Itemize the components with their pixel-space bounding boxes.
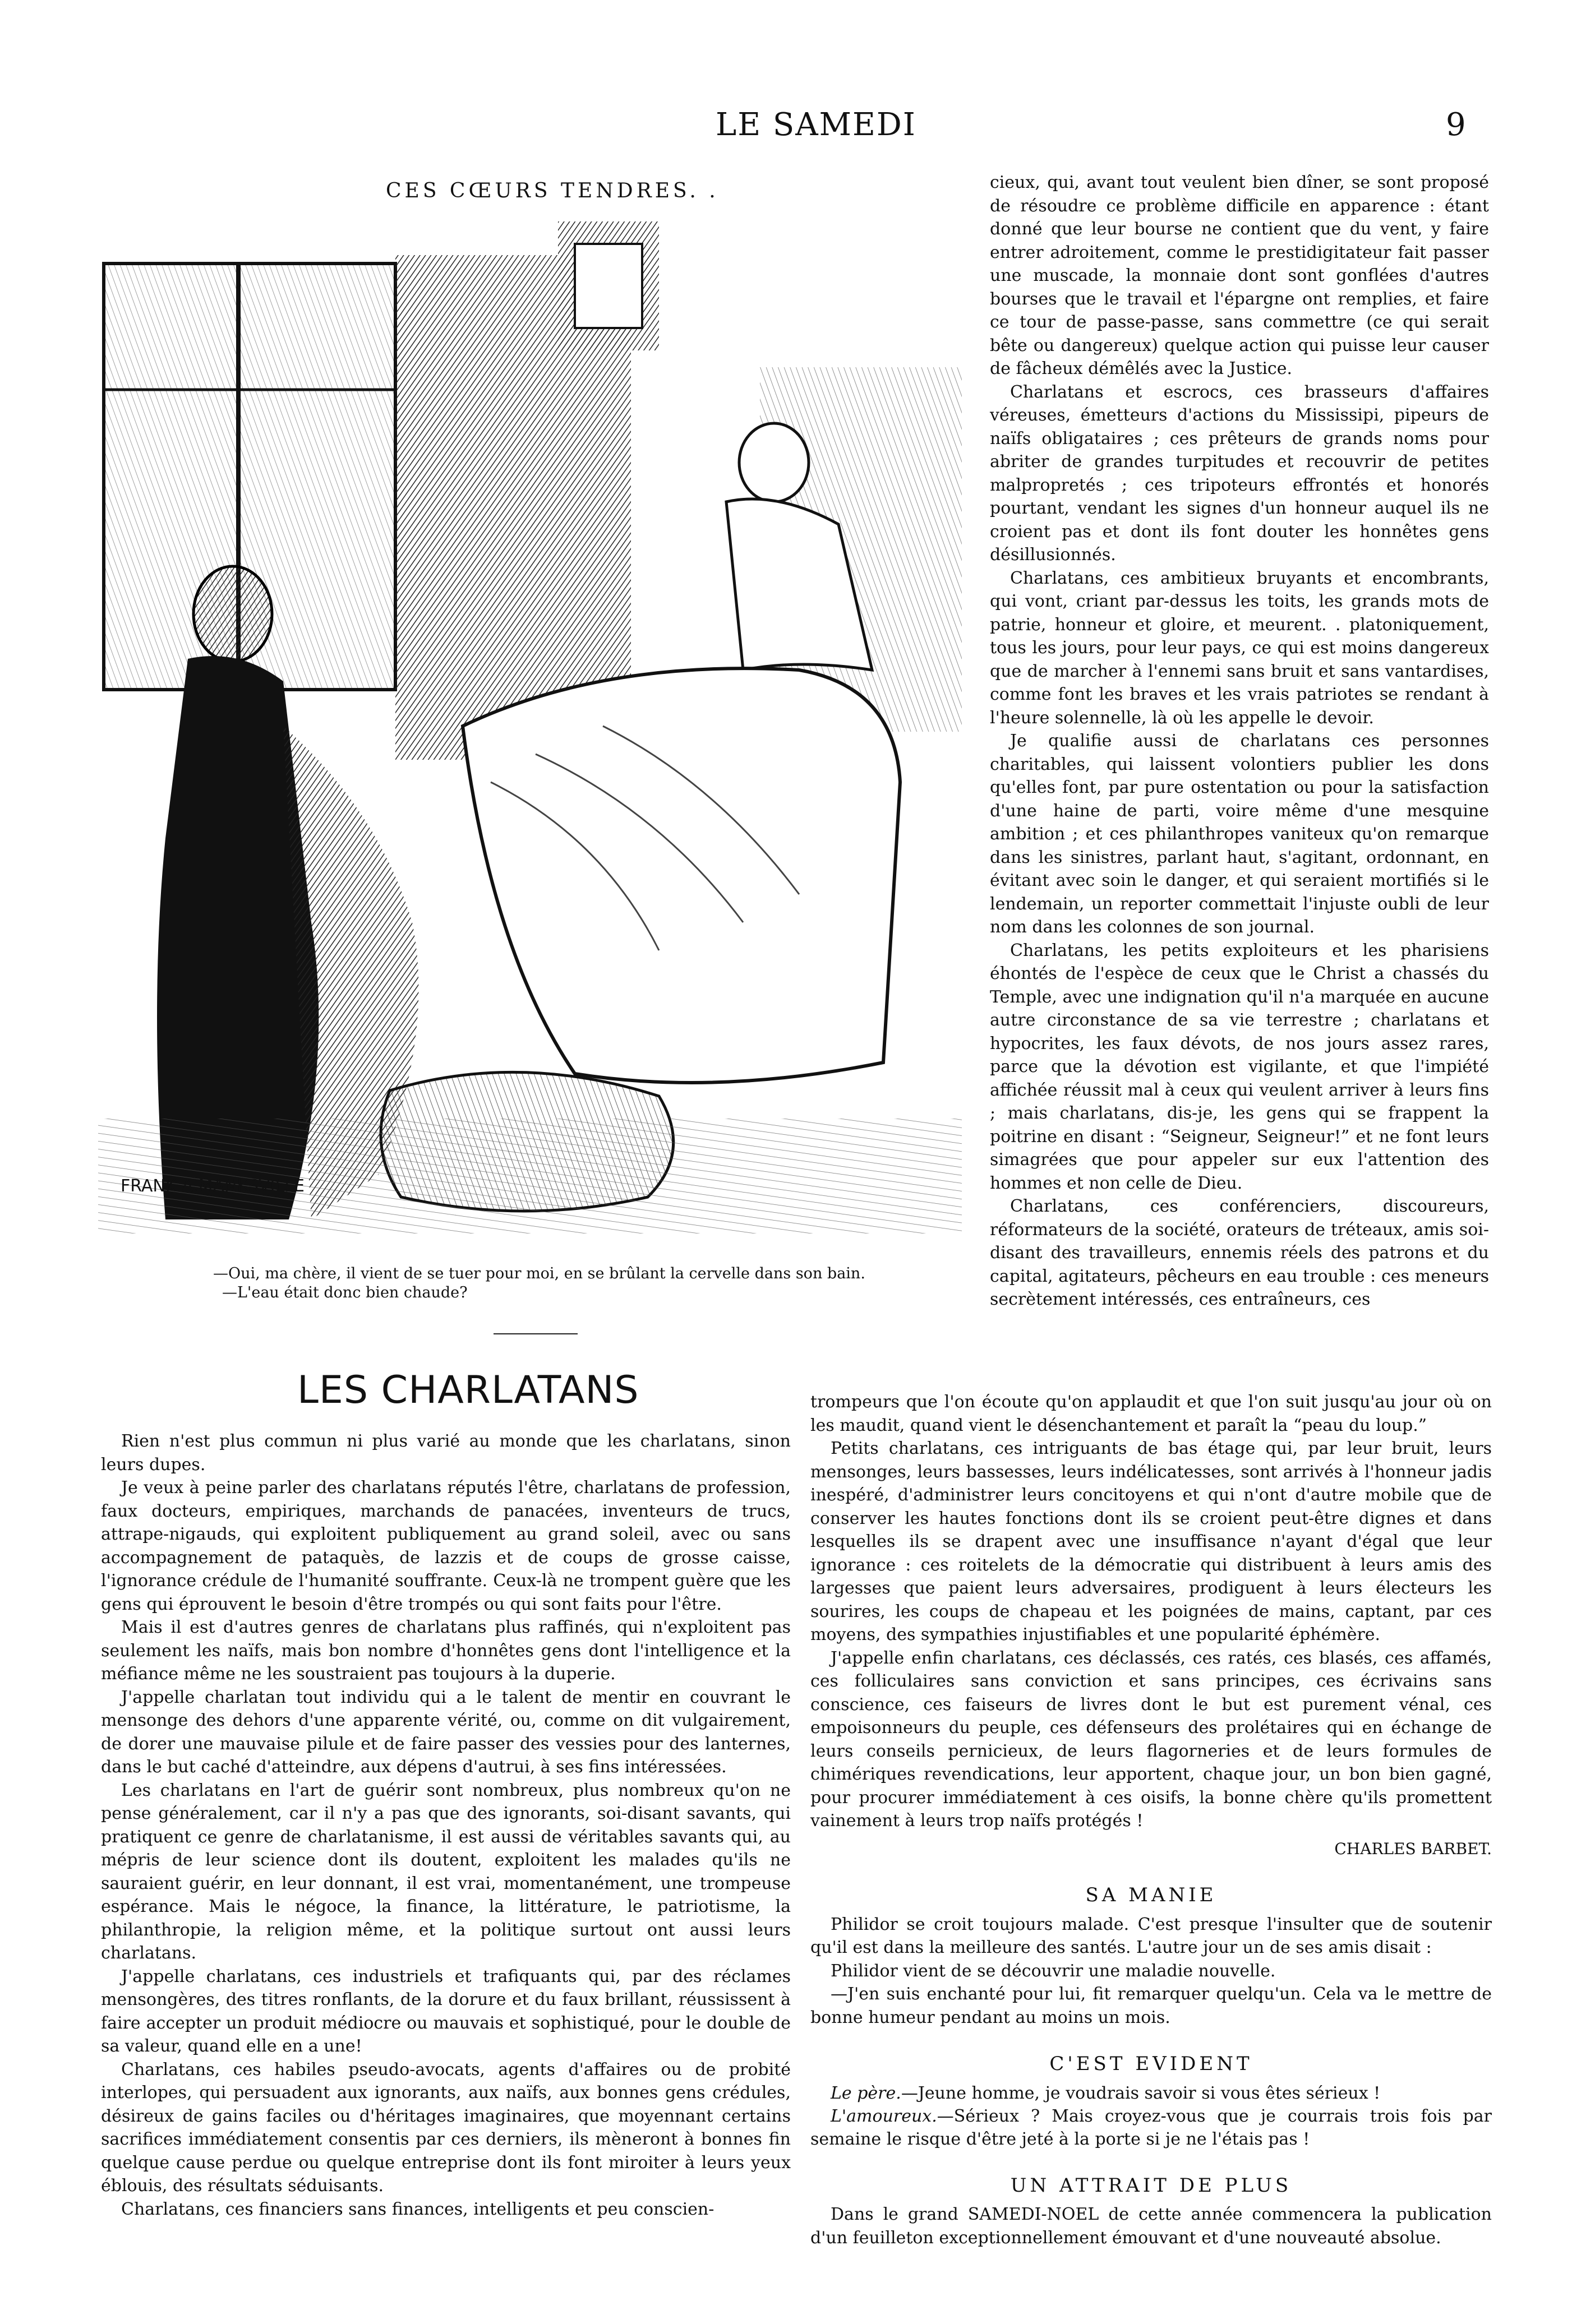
right-column (990, 171, 1489, 1311)
section-title: SA MANIE (1085, 1884, 1217, 1906)
portrait-frame (575, 244, 642, 328)
illustration-caption (213, 1264, 942, 1302)
paragraph: Philidor se croit toujours malade. C'est presque l'insulter que de soutenir qu'il est dans la meilleure des santés. L'autre jour un de ses amis disait : (810, 1914, 1492, 1957)
paragraph: Petits charlatans, ces intriguants de bas étage qui, par leur bruit, leurs mensonges, leurs bassesses, leurs indélicatesses, sont arrivés à l'honneur jadis inespéré, d'administrer leurs concitoyens et qui n'ont d'autre mobile que de conserver les hautes fonctions dont ils se croient peut-être dignes et dans lesquelles ils se drapent avec une insuffisance n'ayant d'égal que leur ignorance : ces roitelets de la démocratie qui distribuent à leurs amis des largesses que paient leurs adversaires, prodiguent à leurs électeurs les sourires, les coups de chapeau et les poignées de mains, captant, par ces moyens, des sympathies injustifiables et une popularité éphémère. (810, 1439, 1492, 1644)
paragraph: J'appelle charlatan tout individu qui a le talent de mentir en couvrant le mensonge des dehors d'une apparente vérité, ou, comme on dit vulgairement, de dorer une mauvaise pilule et de faire passer des vessies pour des lanternes, dans le but caché d'atteindre, aux dépens d'autrui, à ses fins intéressées. (101, 1687, 791, 1777)
right-lower-column (810, 1390, 1492, 2249)
artist-signature: FRANK A.MANKSVILLE (121, 1176, 305, 1196)
section-title: UN ATTRAIT DE PLUS (1010, 2174, 1292, 2197)
dialog-text: —Jeune homme, je voudrais savoir si vous êtes sérieux ! (901, 2083, 1381, 2103)
paragraph: Dans le grand SAMEDI-NOEL de cette année commencera la publication d'un feuilleton exceptionnellement émouvant et d'une nouveauté absolue. (810, 2205, 1492, 2248)
paragraph: J'appelle charlatans, ces industriels et trafiquants qui, par des réclames mensongères, des titres ronflants, de la dorure et du faux brillant, réussissent à faire accepter un produit médiocre ou mauvais et sophistiqué, pour le double de sa valeur, quand elle en a une! (101, 1966, 791, 2056)
dialog-line (810, 2082, 1492, 2105)
paragraph: Les charlatans en l'art de guérir sont nombreux, plus nombreux qu'on ne pense généralement, car il n'y a pas que des ignorants, soi-disant savants, qui pratiquent ce genre de charlatanisme, il est aussi de véritables savants qui, au mépris de leur science dont ils doutent, exploitent les malades qu'ils ne sauraient guérir, en leur donnant, il est vrai, momentanément, une trompeuse espérance. Mais le négoce, la finance, la littérature, le patriotisme, la philanthropie, la religion même, et la politique surtout ont aussi leurs charlatans. (101, 1780, 791, 1963)
illustration-title: CES CŒURS TENDRES. . (386, 179, 719, 202)
paragraph: cieux, qui, avant tout veulent bien dîner, se sont proposé de résoudre ce problème difficile en apparence : étant donné que leur bourse ne contient que du vent, y faire entrer adroitement, comme le prestidigitateur fait passer une muscade, la monnaie dont sont gonflées d'autres bourses que le travail et l'épargne ont remplies, et faire ce tour de passe-passe, sans commettre (ce qui serait bête ou dangereux) quelque action qui puisse leur causer de fâcheux démêlés avec la Justice. (990, 173, 1489, 378)
paragraph: Charlatans, ces habiles pseudo-avocats, agents d'affaires ou de probité interlopes, qui persuadent aux ignorants, aux naïfs, aux bonnes gens crédules, désireux de gains faciles ou d'héritages imaginaires, que moyennant certains sacrifices immédiatement consentis par ces derniers, ils mèneront à bonnes fin quelque cause perdue ou quelque entreprise dont ils font miroiter à leurs yeux éblouis, des résultats séduisants. (101, 2059, 791, 2196)
caption-line: —Oui, ma chère, il vient de se tuer pour moi, en se brûlant la cervelle dans son bain. (213, 1265, 865, 1282)
publication-title: LE SAMEDI (716, 107, 916, 143)
paragraph: Je veux à peine parler des charlatans réputés l'être, charlatans de profession, faux docteurs, empiriques, marchands de panacées, inventeurs de trucs, attrape-nigauds, qui exploitent publiquement au grand soleil, avec ou sans accompagnement de pataquès, de lazzis et de coups de grosse caisse, l'ignorance crédule de l'humanité souffrante. Ceux-là ne trompent guère que les gens qui éprouvent le besoin d'être trompés ou qui sont faits pour l'être. (101, 1478, 791, 1614)
paragraph: Je qualifie aussi de charlatans ces personnes charitables, qui laissent volontiers publier les dons qu'elles font, par pure ostentation ou pour la satisfaction d'une haine de parti, voire même d'une mesquine ambition ; et ces philanthropes vaniteux qu'on remarque dans les sinistres, parlant haut, s'agitant, ordonnant, en évitant avec soin le danger, et qui seraient mortifiés si le lendemain, un reporter commettait l'injuste oubli de leur nom dans les colonnes de son journal. (990, 731, 1489, 937)
article-headline: LES CHARLATANS (297, 1368, 639, 1412)
divider-rule (494, 1333, 578, 1334)
paragraph: Rien n'est plus commun ni plus varié au monde que les charlatans, sinon leurs dupes. (101, 1431, 791, 1475)
paragraph: Charlatans, les petits exploiteurs et les pharisiens éhontés de l'espèce de ceux que le Christ a chassés du Temple, avec une indignation qu'il n'a marquée en aucune autre circonstance de sa vie terrestre ; charlatans et hypocrites, les faux dévots, de nos jours assez rares, parce que la dévotion est vigilante, et que l'impiété affichée réussit mal à ceux qui veulent arriver à leurs fins ; mais charlatans, dis-je, les gens qui se frappent la poitrine en disant : “Seigneur, Seigneur!” et ne font leurs simagrées que pour appeler sur eux l'attention des hommes et non celle de Dieu. (990, 940, 1489, 1193)
dialog-line (810, 2105, 1492, 2151)
caption-line: —L'eau était donc bien chaude? (222, 1284, 468, 1301)
speaker-label: Le père. (831, 2083, 901, 2103)
paragraph: Charlatans et escrocs, ces brasseurs d'affaires véreuses, émetteurs d'actions du Mississipi, pipeurs de naïfs obligataires ; ces prêteurs de grands noms pour abriter de grandes turpitudes et recouvrir de petites malpropretés ; ces tripoteurs effrontés et honorés pourtant, vendant les signes d'un honneur auquel ils ne croient pas et dont ils font douter les honnêtes gens désillusionnés. (990, 382, 1489, 565)
section-title: C'EST EVIDENT (1049, 2053, 1253, 2075)
lady-head (193, 566, 272, 662)
paragraph: trompeurs que l'on écoute qu'on applaudit et que l'on suit jusqu'au jour où on les maudit, quand vient le désenchantement et paraît la “peau du loup.” (810, 1392, 1492, 1435)
paragraph: Mais il est d'autres genres de charlatans plus raffinés, qui n'exploitent pas seulement les naïfs, mais bon nombre d'honnêtes gens dont l'intelligence et la méfiance même ne les soustraient pas toujours à la duperie. (101, 1618, 791, 1684)
author-signature: CHARLES BARBET. (1334, 1839, 1492, 1858)
masthead (0, 107, 1572, 143)
paragraph: J'appelle enfin charlatans, ces déclassés, ces ratés, ces blasés, ces affamés, ces folliculaires sans conviction et sans principes, ces écrivains sans conscience, ces faiseurs de livres dont le but est purement vénal, ces empoisonneurs du peuple, ces défenseurs des prolétaires qui en échange de leurs conseils pernicieux, de leurs flagorneries et de leurs formules de chimériques revendications, leur apportent, chaque jour, un bon bien gagné, pour procurer immédiatement à ces oisifs, la bonne chère qu'ils promettent vainement à leurs trop naïfs protégés ! (810, 1648, 1492, 1831)
paragraph: Philidor vient de se découvrir une maladie nouvelle. (831, 1961, 1276, 1981)
paragraph: —J'en suis enchanté pour lui, fit remarquer quelqu'un. Cela va le mettre de bonne humeur pendant au moins un mois. (810, 1984, 1492, 2027)
paragraph: Charlatans, ces financiers sans finances, intelligents et peu conscien- (121, 2199, 714, 2219)
page-number: 9 (1446, 107, 1466, 143)
dialog-text: —Sérieux ? Mais croyez-vous que je courrais trois fois par semaine le risque d'être jeté à la porte si je ne l'étais pas ! (810, 2106, 1492, 2149)
illustration-engraving (98, 221, 962, 1233)
speaker-label: L'amoureux. (831, 2106, 937, 2126)
paragraph: Charlatans, ces conférenciers, discoureurs, réformateurs de la société, orateurs de tréteaux, amis soi-disant des travailleurs, ennemis réels des patrons et du capital, agitateurs, pêcheurs en eau trouble : ces meneurs secrètement intéressés, ces entraîneurs, ces (990, 1196, 1489, 1309)
left-column (101, 1430, 791, 2221)
paragraph: Charlatans, ces ambitieux bruyants et encombrants, qui vont, criant par-dessus les toits, les grands mots de patrie, honneur et gloire, et meurent. . platoniquement, tous les jours, pour leur pays, ce qui est moins dangereux que de marcher à l'ennemi sans bruit et sans vantardises, comme font les braves et les vrais patriotes se rendant à l'heure solennelle, là où les appelle le devoir. (990, 568, 1489, 728)
woman-head (739, 423, 809, 502)
